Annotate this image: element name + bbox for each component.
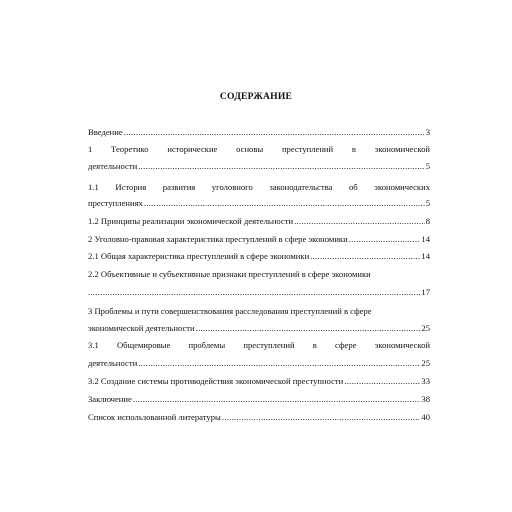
toc-entry-label-cont: экономической деятельности (88, 323, 195, 333)
dot-leader (196, 322, 421, 335)
toc-entry-label: Заключение (88, 394, 132, 404)
toc-page-number: 38 (421, 394, 430, 404)
toc-entry-chapter-1[interactable] (88, 143, 430, 156)
toc-entry-chapter-3[interactable] (88, 305, 430, 318)
toc-entry-label: 1.2 Принципы реализации экономической деятельности (88, 216, 294, 226)
toc-entry-section-3-1[interactable] (88, 339, 430, 352)
dot-leader (349, 233, 421, 246)
toc-entry-label: 2 Уголовно-правовая характеристика преступлений в сфере экономики (88, 234, 348, 244)
dot-leader (124, 126, 425, 139)
toc-entry-section-3-2[interactable] (88, 375, 430, 388)
toc-page-number: 25 (421, 323, 430, 333)
toc-page-number: 5 (425, 161, 430, 171)
toc-page-number: 17 (421, 287, 430, 297)
toc-entry-label-cont: деятельности (88, 358, 138, 368)
toc-entry-section-1-1-cont[interactable] (88, 197, 430, 210)
toc-page-number: 5 (425, 198, 430, 208)
toc-entry-label-cont: преступлениях (88, 198, 143, 208)
toc-entry-label: 2.2 Объективные и субъективные признаки преступлений в сфере экономики (88, 269, 371, 279)
toc-entry-label: 2.1 Общая характеристика преступлений в сфере экономики (88, 251, 310, 261)
toc-page-number: 25 (421, 358, 430, 368)
dot-leader (138, 357, 420, 370)
toc-page-number: 8 (425, 216, 430, 226)
dot-leader (144, 197, 425, 210)
dot-leader (222, 411, 421, 424)
toc-entry-label: 3.2 Создание системы противодействия экономической преступности (88, 376, 344, 386)
toc-page-number: 40 (421, 412, 430, 422)
toc-entry-section-1-2[interactable] (88, 215, 430, 228)
dot-leader (294, 215, 425, 228)
toc-entry-label: 1 Теоретико исторические основы преступлений в экономической (88, 144, 430, 154)
toc-page-number: 3 (425, 127, 430, 137)
toc-page-number: 33 (421, 376, 430, 386)
toc-page-number: 14 (421, 234, 430, 244)
toc-entry-introduction[interactable] (88, 126, 430, 139)
dot-leader (133, 393, 421, 406)
toc-entry-label: 1.1 История развития уголовного законодательства об экономических (88, 182, 430, 192)
toc-page-number: 14 (421, 251, 430, 261)
toc-entry-section-2-1[interactable] (88, 250, 430, 263)
toc-entry-section-2-2-cont[interactable] (88, 286, 430, 299)
dot-leader (344, 375, 420, 388)
toc-entry-label-cont: деятельности (88, 161, 138, 171)
toc-entry-chapter-3-cont[interactable] (88, 322, 430, 335)
toc-entry-label: 3.1 Общемировые проблемы преступлений в сфере экономической (88, 340, 430, 350)
toc-entry-label: Список использованной литературы (88, 412, 221, 422)
toc-entry-label: Введение (88, 127, 123, 137)
toc-entry-section-2-2[interactable] (88, 268, 430, 281)
toc-entry-section-3-1-cont[interactable] (88, 357, 430, 370)
toc-entry-chapter-1-cont[interactable] (88, 160, 430, 173)
toc-entry-section-1-1[interactable] (88, 181, 430, 194)
page-title: СОДЕРЖАНИЕ (219, 91, 293, 102)
toc-entry-bibliography[interactable] (88, 411, 430, 424)
toc-entry-label: 3 Проблемы и пути совершенствования расследования преступлений в сфере (88, 306, 372, 316)
toc-entry-conclusion[interactable] (88, 393, 430, 406)
dot-leader (138, 160, 425, 173)
toc-entry-chapter-2[interactable] (88, 233, 430, 246)
dot-leader (88, 286, 420, 299)
dot-leader (310, 250, 420, 263)
